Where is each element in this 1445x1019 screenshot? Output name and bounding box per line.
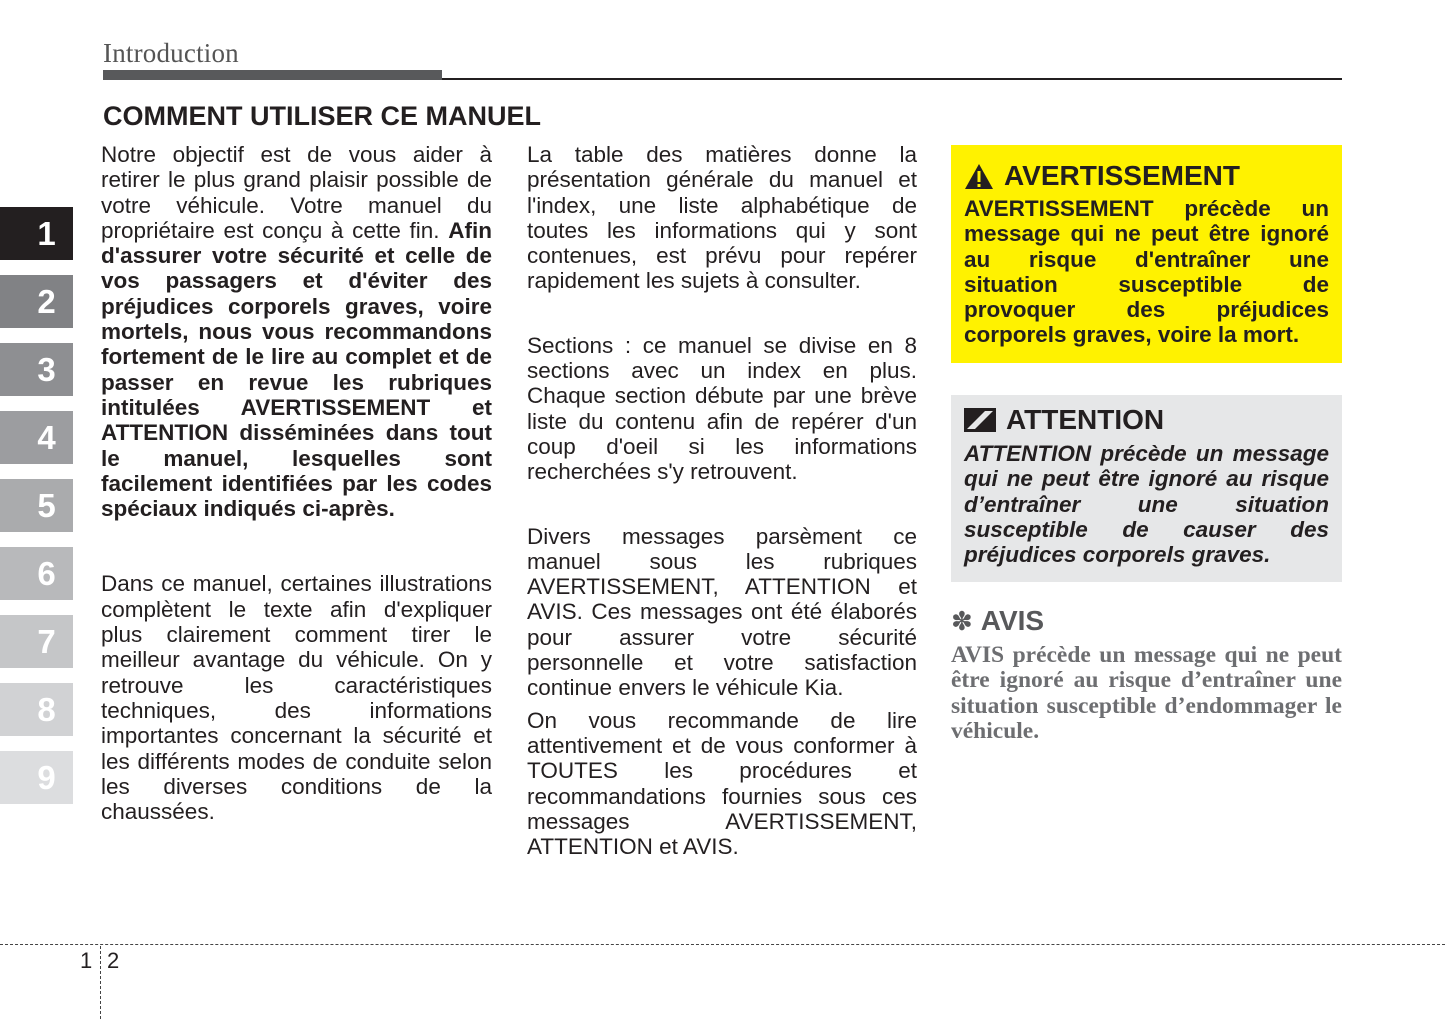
warning-box [951,145,1342,363]
footer-page-number: 2 [107,948,120,973]
caution-title: ATTENTION [1006,404,1165,435]
paragraph-illustrations: Dans ce manuel, certaines illustrations complètent le texte afin d'expliquer plus clairement comment tirer le meilleur avantage du véhicule. On y retrouve les caractéristiques techniques, des informations importantes concernant la sécurité et les différents modes de conduite selon les diverses conditions de la chaussées. [101,571,492,825]
chapter-tab-7[interactable] [0,615,73,668]
intro-text: Notre objectif est de vous aider à retirer le plus grand plaisir possible de votre véhicule. Votre manuel du propriétaire est conçu à cette fin. [101,142,492,243]
chapter-tab-label: 5 [37,486,56,524]
notice-text: AVIS précède un message qui ne peut être ignoré au risque d’entraîner une situation susceptible d’endommager le véhicule. [951,642,1342,744]
chapter-tab-label: 3 [37,350,56,388]
chapter-tab-3[interactable] [0,343,73,396]
section-title: COMMENT UTILISER CE MANUEL [103,101,541,131]
running-header-title: Introduction [103,38,239,68]
chapter-tab-label: 9 [37,758,56,796]
chapter-tab-label: 8 [37,690,56,728]
chapter-tab-2[interactable] [0,275,73,328]
footer-dashed-divider [100,946,101,1019]
paragraph-table-of-contents: La table des matières donne la présentation générale du manuel et l'index, une liste alphabétique de toutes les informations qui y sont contenues, est prévu pour repérer rapidement les sujets à consulter. [527,142,917,294]
chapter-tab-8[interactable] [0,683,73,736]
asterisk-icon: ✽ [951,605,973,636]
chapter-tab-label: 2 [37,282,56,320]
notice-heading [951,604,1044,638]
chapter-tab-1[interactable] [0,207,73,260]
caution-box [951,395,1342,582]
chapter-tab-5[interactable] [0,479,73,532]
notice-title: AVIS [980,605,1045,636]
intro-safety-text: Afin d'assurer votre sécurité et celle de vos passagers et d'éviter des préjudices corporels graves, voire mortels, nous vous recommandons fortement de le lire au complet et de passer en revue les rubriques intitulées AVERTISSEMENT et ATTENTION disséminées dans tout le manuel, lesquelles sont facilement identifiées par les codes spéciaux indiqués ci-après. [101,217,492,522]
text-column-2 [527,142,917,859]
header-rule [442,78,1342,80]
chapter-tab-label: 4 [37,418,56,456]
paragraph-intro [101,142,492,521]
paragraph-recommendation: On vous recommande de lire attentivement et de vous conformer à TOUTES les procédures et recommandations fournies sous ces messages AVERTISSEMENT, ATTENTION et AVIS. [527,707,917,860]
chapter-tab-label: 6 [37,554,56,592]
caution-icon [964,408,996,432]
warning-triangle-icon [964,163,994,190]
paragraph-messages: Divers messages parsèment ce manuel sous les rubriques AVERTISSEMENT, ATTENTION et AVIS. Ces messages ont été élaborés pour assurer votre sécurité personnelle et votre satisfaction continue envers le véhicule Kia. [527,523,917,701]
caution-heading [964,403,1329,437]
warning-text: AVERTISSEMENT précède un message qui ne peut être ignoré au risque d'entraîner une situation susceptible de provoquer des préjudices corporels graves, voire la mort. [964,196,1329,348]
chapter-tab-9[interactable] [0,751,73,804]
footer-dashed-rule [0,944,1445,945]
paragraph-sections: Sections : ce manuel se divise en 8 sections avec un index en plus. Chaque section débute par une brève liste du contenu afin de repérer d'un coup d'oeil si les informations recherchées s'y retrouvent. [527,332,917,485]
chapter-tab-label: 7 [37,622,56,660]
warning-title: AVERTISSEMENT [1004,160,1240,191]
header-bar [103,70,442,80]
chapter-tab-4[interactable] [0,411,73,464]
chapter-tab-label: 1 [37,214,56,252]
caution-text: ATTENTION précède un message qui ne peut être ignoré au risque d’entraîner une situation susceptible de causer des préjudices corporels graves. [964,441,1329,568]
warning-heading [964,159,1329,193]
footer-section-number: 1 [80,948,93,973]
chapter-tab-6[interactable] [0,547,73,600]
text-column-1 [101,142,492,824]
